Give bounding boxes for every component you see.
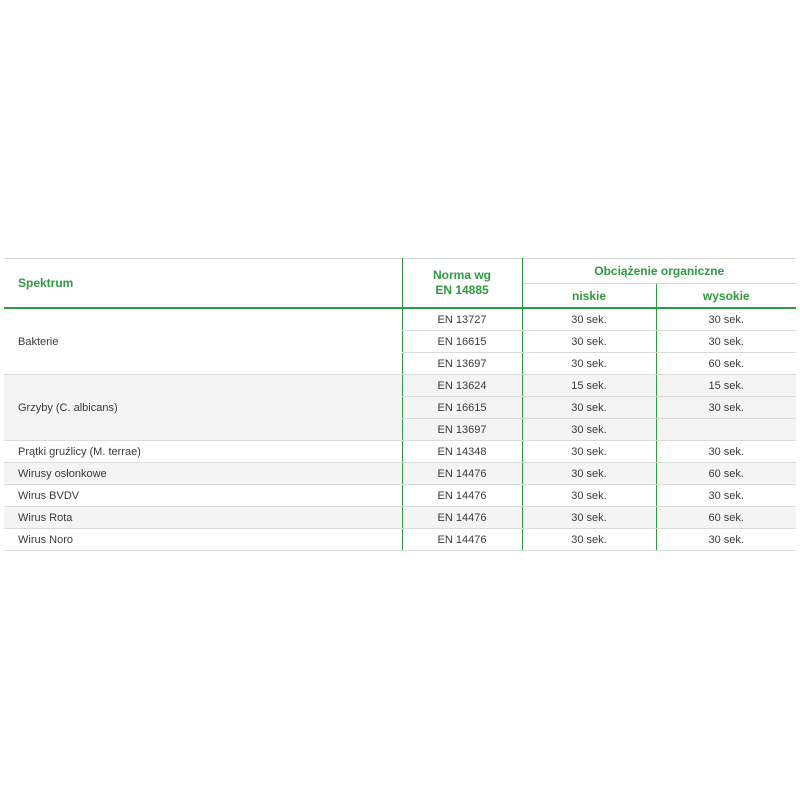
norm-cell: EN 14476 — [402, 463, 522, 485]
low-load-cell: 30 sek. — [522, 353, 656, 375]
header-organic-load: Obciążenie organiczne — [522, 259, 796, 284]
norm-cell: EN 14476 — [402, 529, 522, 551]
high-load-cell: 60 sek. — [656, 353, 796, 375]
norm-cell: EN 14476 — [402, 507, 522, 529]
low-load-cell: 30 sek. — [522, 419, 656, 441]
norm-cell: EN 16615 — [402, 331, 522, 353]
table-body — [4, 308, 796, 551]
high-load-cell — [656, 419, 796, 441]
low-load-cell: 30 sek. — [522, 463, 656, 485]
header-norm — [402, 259, 522, 309]
low-load-cell: 15 sek. — [522, 375, 656, 397]
high-load-cell: 30 sek. — [656, 529, 796, 551]
header-norm-line1: Norma wg — [432, 268, 491, 282]
high-load-cell: 60 sek. — [656, 507, 796, 529]
spectrum-label: Wirus Rota — [4, 507, 402, 529]
high-load-cell: 60 sek. — [656, 463, 796, 485]
low-load-cell: 30 sek. — [522, 397, 656, 419]
low-load-cell: 30 sek. — [522, 441, 656, 463]
spectrum-label: Bakterie — [4, 308, 402, 375]
norm-cell: EN 14348 — [402, 441, 522, 463]
header-low: niskie — [522, 284, 656, 309]
header-spectrum: Spektrum — [4, 259, 402, 309]
table-row — [4, 375, 796, 397]
table-row — [4, 507, 796, 529]
spectrum-label: Prątki gruźlicy (M. terrae) — [4, 441, 402, 463]
low-load-cell: 30 sek. — [522, 485, 656, 507]
high-load-cell: 30 sek. — [656, 485, 796, 507]
low-load-cell: 30 sek. — [522, 529, 656, 551]
high-load-cell: 30 sek. — [656, 441, 796, 463]
table-row — [4, 485, 796, 507]
header-norm-line2: EN 14885 — [435, 283, 489, 297]
table-row — [4, 441, 796, 463]
norm-cell: EN 14476 — [402, 485, 522, 507]
low-load-cell: 30 sek. — [522, 331, 656, 353]
norm-cell: EN 13697 — [402, 419, 522, 441]
high-load-cell: 30 sek. — [656, 397, 796, 419]
norm-cell: EN 13727 — [402, 308, 522, 331]
spectrum-table — [4, 258, 796, 551]
high-load-cell: 15 sek. — [656, 375, 796, 397]
table-row — [4, 529, 796, 551]
low-load-cell: 30 sek. — [522, 507, 656, 529]
norm-cell: EN 13624 — [402, 375, 522, 397]
table-row — [4, 463, 796, 485]
spectrum-label: Wirus BVDV — [4, 485, 402, 507]
high-load-cell: 30 sek. — [656, 308, 796, 331]
spectrum-label: Grzyby (C. albicans) — [4, 375, 402, 441]
norm-cell: EN 16615 — [402, 397, 522, 419]
spectrum-table-container — [4, 258, 796, 551]
high-load-cell: 30 sek. — [656, 331, 796, 353]
spectrum-label: Wirusy osłonkowe — [4, 463, 402, 485]
spectrum-label: Wirus Noro — [4, 529, 402, 551]
table-row — [4, 308, 796, 331]
low-load-cell: 30 sek. — [522, 308, 656, 331]
header-high: wysokie — [656, 284, 796, 309]
norm-cell: EN 13697 — [402, 353, 522, 375]
